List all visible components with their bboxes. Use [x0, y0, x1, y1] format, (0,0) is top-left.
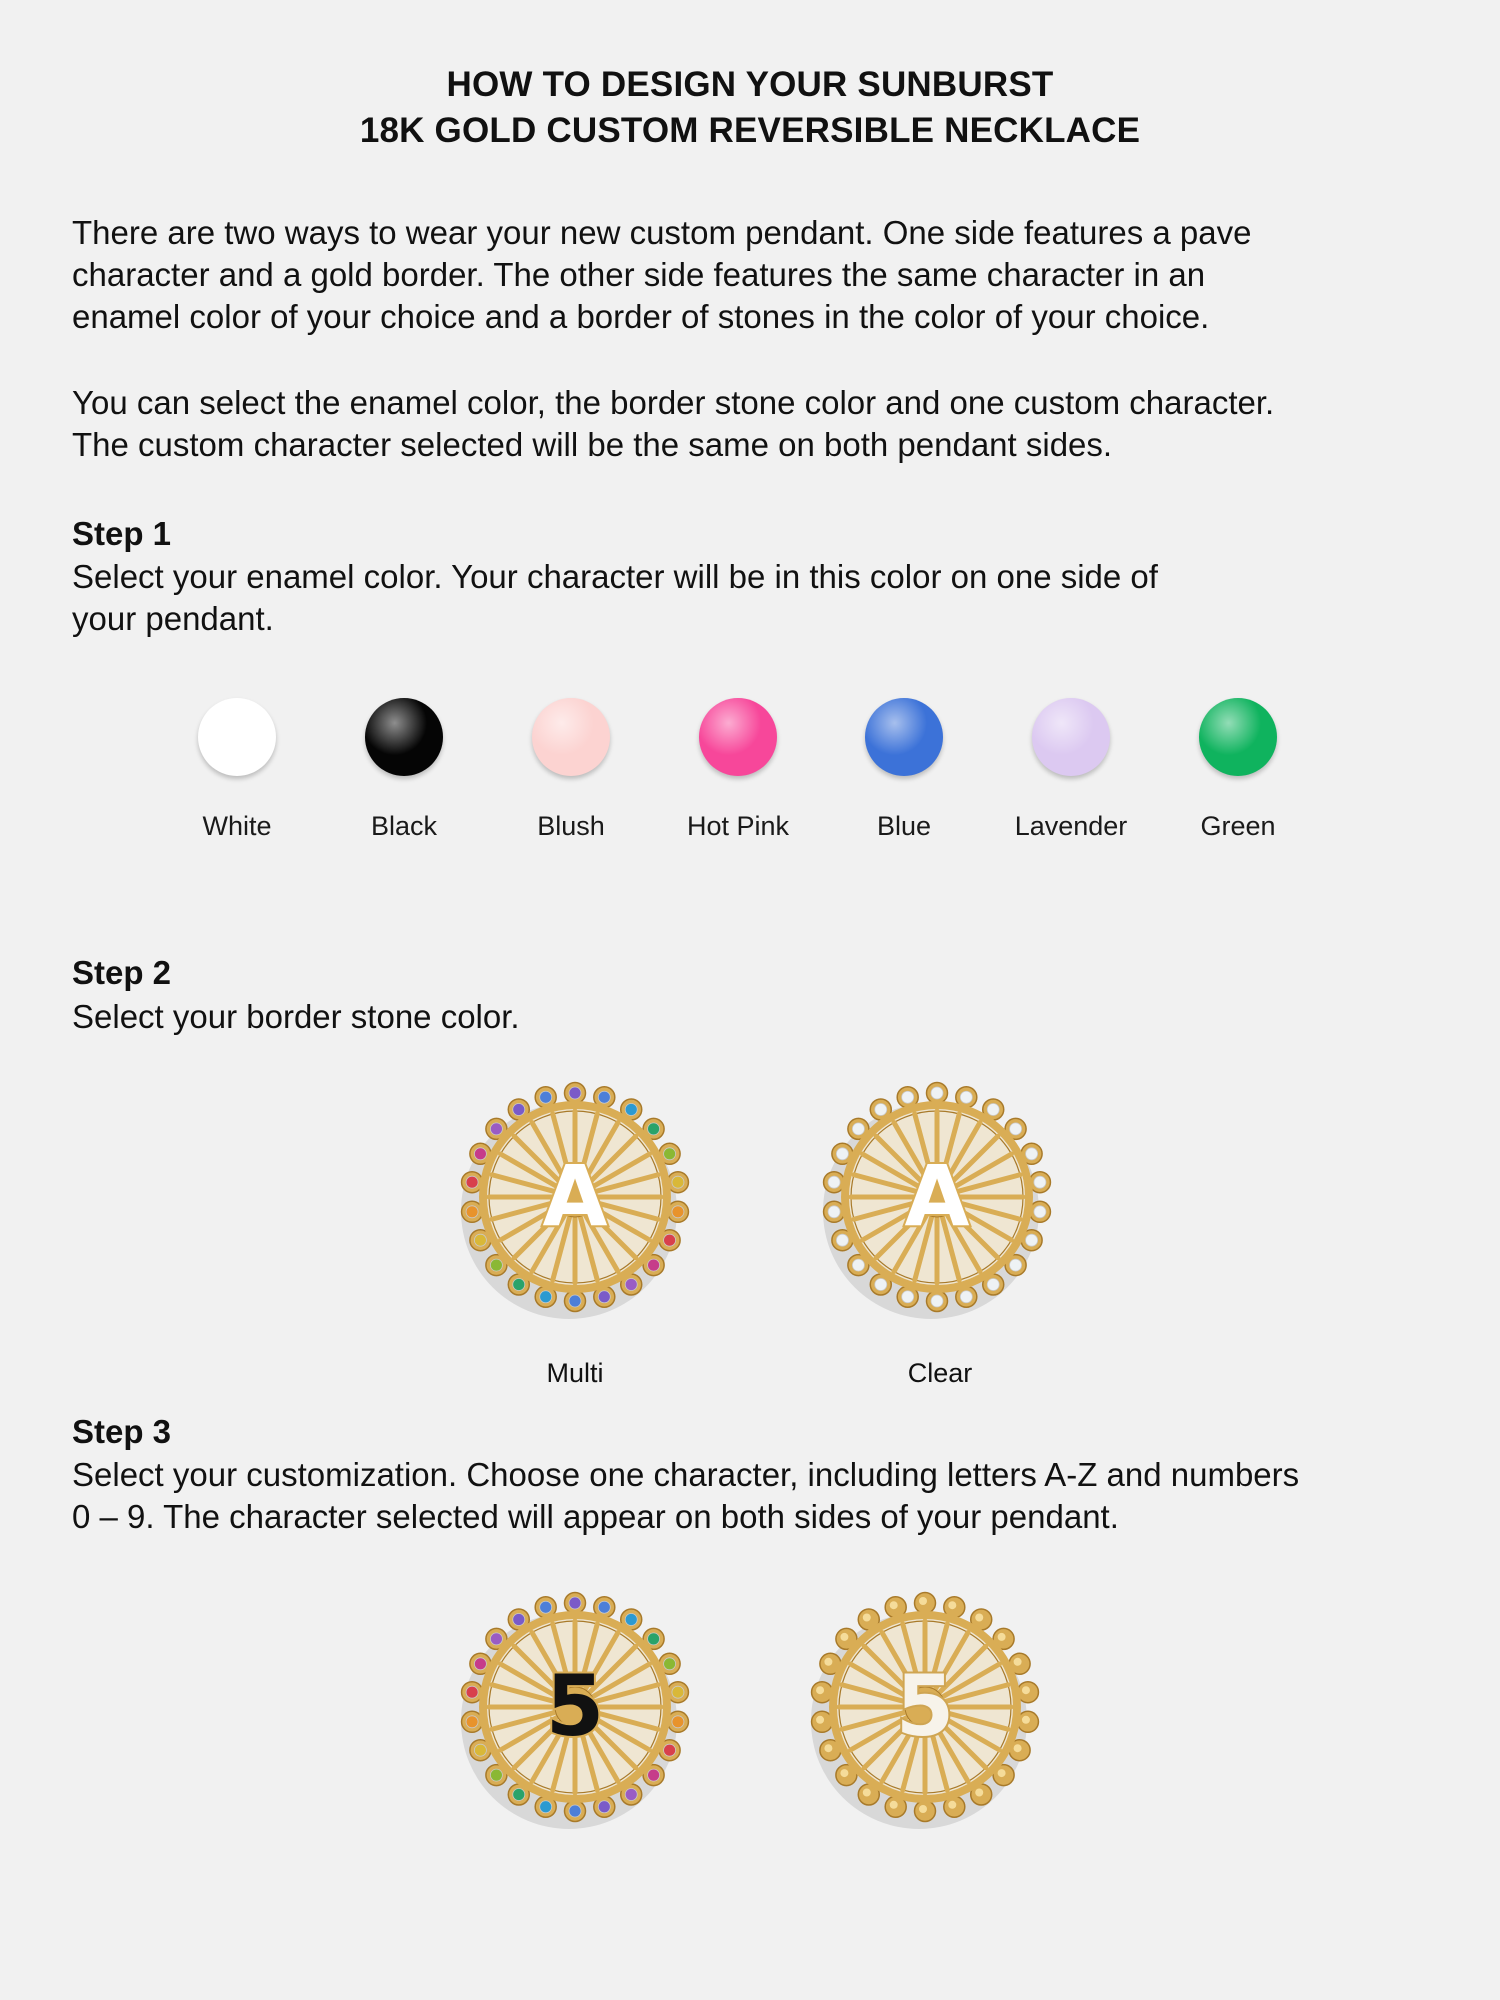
pendant-pave-five-image: [800, 1585, 1050, 1835]
step-2-description: [72, 996, 1452, 1038]
swatch-green[interactable]: [1163, 698, 1313, 842]
swatch-black[interactable]: [329, 698, 479, 842]
swatch-label: Blue: [876, 811, 932, 841]
option-label-multi: Multi: [546, 1358, 604, 1388]
pendant-clear-image[interactable]: [812, 1075, 1062, 1325]
swatch-label: Lavender: [1014, 811, 1128, 841]
intro-p1-line-3: enamel color of your choice and a border of stones in the color of your choice.: [72, 298, 1210, 335]
option-label-clear: Clear: [907, 1358, 973, 1388]
swatch-label: Black: [370, 811, 438, 841]
swatch-label: Blush: [537, 811, 605, 841]
swatch-hot-pink[interactable]: [663, 698, 813, 842]
color-dot: [1199, 698, 1277, 776]
step-3-desc-line-2: 0 – 9. The character selected will appear on both sides of your pendant.: [72, 1498, 1119, 1535]
step-1-heading: Step 1: [72, 515, 172, 552]
svg-text:5: 5: [545, 1657, 605, 1755]
intro-p2-line-1: You can select the enamel color, the border stone color and one custom character.: [72, 384, 1275, 421]
title-line-1: HOW TO DESIGN YOUR SUNBURST: [446, 65, 1054, 104]
svg-text:A: A: [542, 1147, 608, 1245]
pendant-multi-image[interactable]: [450, 1075, 700, 1325]
intro-p1-line-1: There are two ways to wear your new custom pendant. One side features a pave: [72, 214, 1252, 251]
step-2-heading: Step 2: [72, 954, 172, 991]
enamel-color-swatches: [0, 698, 1500, 858]
step-3-heading: Step 3: [72, 1413, 172, 1450]
color-dot: [198, 698, 276, 776]
intro-paragraph-2: [72, 382, 1452, 466]
swatch-lavender[interactable]: [996, 698, 1146, 842]
step-1-desc-line-1: Select your enamel color. Your character will be in this color on one side of: [72, 558, 1158, 595]
color-dot: [365, 698, 443, 776]
swatch-label: Hot Pink: [686, 811, 790, 841]
color-dot: [865, 698, 943, 776]
swatch-blush[interactable]: [496, 698, 646, 842]
step-2-desc-line: Select your border stone color.: [72, 998, 520, 1035]
title-line-2: 18K GOLD CUSTOM REVERSIBLE NECKLACE: [359, 111, 1141, 150]
step-3-description: [72, 1454, 1452, 1538]
color-dot: [532, 698, 610, 776]
swatch-label: White: [202, 811, 272, 841]
intro-paragraph-1: [72, 212, 1452, 338]
step-1-description: [72, 556, 1452, 640]
page-title: [0, 62, 1500, 154]
swatch-label: Green: [1200, 811, 1276, 841]
step-1-desc-line-2: your pendant.: [72, 600, 274, 637]
intro-p1-line-2: character and a gold border. The other side features the same character in an: [72, 256, 1206, 293]
pendant-enamel-five-image: [450, 1585, 700, 1835]
svg-text:5: 5: [895, 1657, 955, 1755]
step-3-desc-line-1: Select your customization. Choose one character, including letters A-Z and numbers: [72, 1456, 1300, 1493]
color-dot: [1032, 698, 1110, 776]
swatch-blue[interactable]: [829, 698, 979, 842]
intro-p2-line-2: The custom character selected will be the same on both pendant sides.: [72, 426, 1113, 463]
swatch-white[interactable]: [162, 698, 312, 842]
color-dot: [699, 698, 777, 776]
svg-text:A: A: [904, 1147, 970, 1245]
